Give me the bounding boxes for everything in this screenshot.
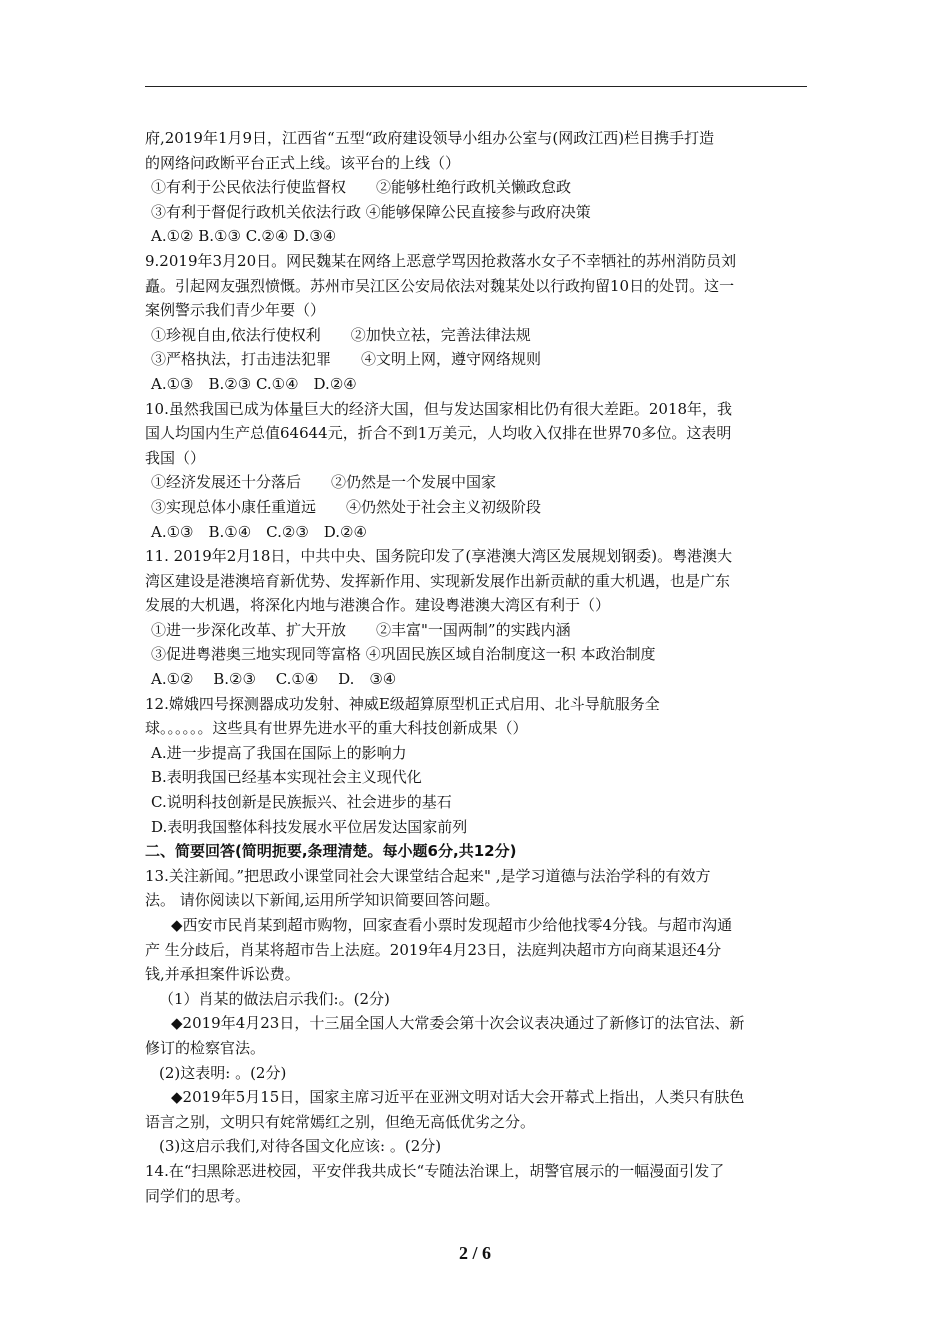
- section-heading: 二、简要回答(简明扼要,条理清楚。每小题6分,共12分): [145, 842, 517, 861]
- text-line: C.说明科技创新是民族振兴、社会进步的基石: [151, 793, 452, 812]
- text-line: 我国（）: [145, 448, 206, 467]
- text-line: 语言之别，文明只有姹常嫣红之别，但绝无高低优劣之分。: [145, 1112, 536, 1131]
- text-line: ③促进粤港奥三地实现同等富格 ④巩固民族区域自治制度这一积 本政治制度: [151, 645, 656, 664]
- text-line: 9.2019年3月20日。网民魏某在网络上恶意学骂因抢救落水女子不幸牺社的苏州消防员刘: [145, 251, 737, 270]
- text-line: B.表明我国已经基本实现社会主义现代化: [151, 768, 422, 787]
- text-line: 发展的大机遇，将深化内地与港澳合作。建设粤港澳大湾区有利于（）: [145, 596, 611, 615]
- text-line: 13.关注新闻。”把思政小课堂同社会大课堂结合起来" ,是学习道德与法治学科的有效方: [145, 866, 711, 885]
- header-rule: [145, 86, 807, 87]
- page-number: 2 / 6: [458, 1243, 491, 1263]
- text-line: ③严格执法，打击违法犯罪 ④文明上网，遵守网络规则: [151, 350, 542, 369]
- text-line: D.表明我国整体科技发展水平位居发达国家前列: [151, 817, 468, 836]
- text-line: 法。 请你阅读以下新闻,运用所学知识简要回答问题。: [145, 891, 500, 910]
- text-line: ◆西安市民肖某到超市购物，回家查看小票时发现超市少给他找零4分钱。与超市沟通: [171, 916, 733, 934]
- text-line: A.进一步提高了我国在国际上的影响力: [151, 743, 407, 762]
- text-line: （1）肖某的做法启示我们:。(2分): [159, 989, 390, 1008]
- text-line: 湾区建设是港澳培育新优势、发挥新作用、实现新发展作出新贡献的重大机遇，也是广东: [145, 571, 731, 590]
- text-line: ①有利于公民依法行使监督权 ②能够杜绝行政机关懒政怠政: [151, 178, 572, 197]
- text-line: ◆2019年5月15日，国家主席习近平在亚洲文明对话大会开幕式上指出，人类只有肤色: [171, 1088, 745, 1107]
- text-line: 球。。。。。。这些具有世界先进水平的重大科技创新成果（）: [145, 719, 528, 738]
- text-line: A.①③ B.①④ C.②③ D.②④: [151, 522, 367, 541]
- text-line: 产 生分歧后，肖某将超市告上法庭。2019年4月23日，法庭判决超市方向商某退还4分: [145, 940, 722, 959]
- text-line: 的网络问政断平台正式上线。该平台的上线（）: [145, 153, 461, 172]
- text-line: 11. 2019年2月18日，中共中央、国务院印发了(享港澳大湾区发展规划钢委)。粤港澳大: [145, 547, 733, 566]
- text-line: 矗。引起网友强烈愤慨。苏州市吴江区公安局依法对魏某处以行政拘留10日的处罚。这一: [145, 276, 735, 295]
- text-line: 钱,并承担案件诉讼费。: [145, 965, 300, 984]
- text-line: 14.在“扫黑除恶进校园，平安伴我共成长“专随法治课上，胡警官展示的一幅漫面引发了: [145, 1161, 725, 1180]
- text-line: 同学们的思考。: [145, 1186, 251, 1205]
- text-line: A.①② B.①③ C.②④ D.③④: [151, 227, 337, 246]
- text-line: 12.嫦娥四号探测器成功发射、神威E级超算原型机正式启用、北斗导航服务全: [145, 694, 660, 713]
- text-line: A.①② B.②③ C.①④ D. ③④: [151, 670, 397, 689]
- text-line: ①珍视自由,依法行使权利 ②加快立祛，完善法律法规: [151, 325, 531, 344]
- text-line: 府,2019年1月9日，江西省“五型“政府建设领导小组办公室与(网政江西)栏目携手打造: [145, 129, 715, 147]
- text-line: 国人均国内生产总值64644元，折合不到1万美元，人均收入仅排在世界70多位。这表明: [145, 424, 732, 443]
- text-line: ◆2019年4月23日，十三届全国人大常委会第十次会议表决通过了新修订的法官法、新: [171, 1014, 745, 1033]
- text-line: 案例警示我们青少年要（）: [145, 301, 326, 320]
- text-line: (2)这表明: 。(2分): [159, 1063, 287, 1082]
- text-line: ①进一步深化改革、扩大开放 ②丰富"一国两制”的实践内涵: [151, 620, 571, 639]
- text-line: ③实现总体小康任重道远 ④仍然处于社会主义初级阶段: [151, 497, 542, 516]
- text-line: A.①③ B.②③ C.①④ D.②④: [151, 374, 357, 393]
- text-line: ①经济发展还十分落后 ②仍然是一个发展中国家: [151, 473, 497, 492]
- document-body: [145, 126, 807, 1208]
- text-line: 修订的检察官法。: [145, 1038, 266, 1057]
- text-line: 10.虽然我国已成为体量巨大的经济大国，但与发达国家相比仍有很大差距。2018年，我: [145, 399, 733, 418]
- text-line: (3)这启示我们,对待各国文化应该: 。(2分): [159, 1137, 442, 1156]
- text-line: ③有利于督促行政机关依法行政 ④能够保障公民直接参与政府决策: [151, 202, 591, 221]
